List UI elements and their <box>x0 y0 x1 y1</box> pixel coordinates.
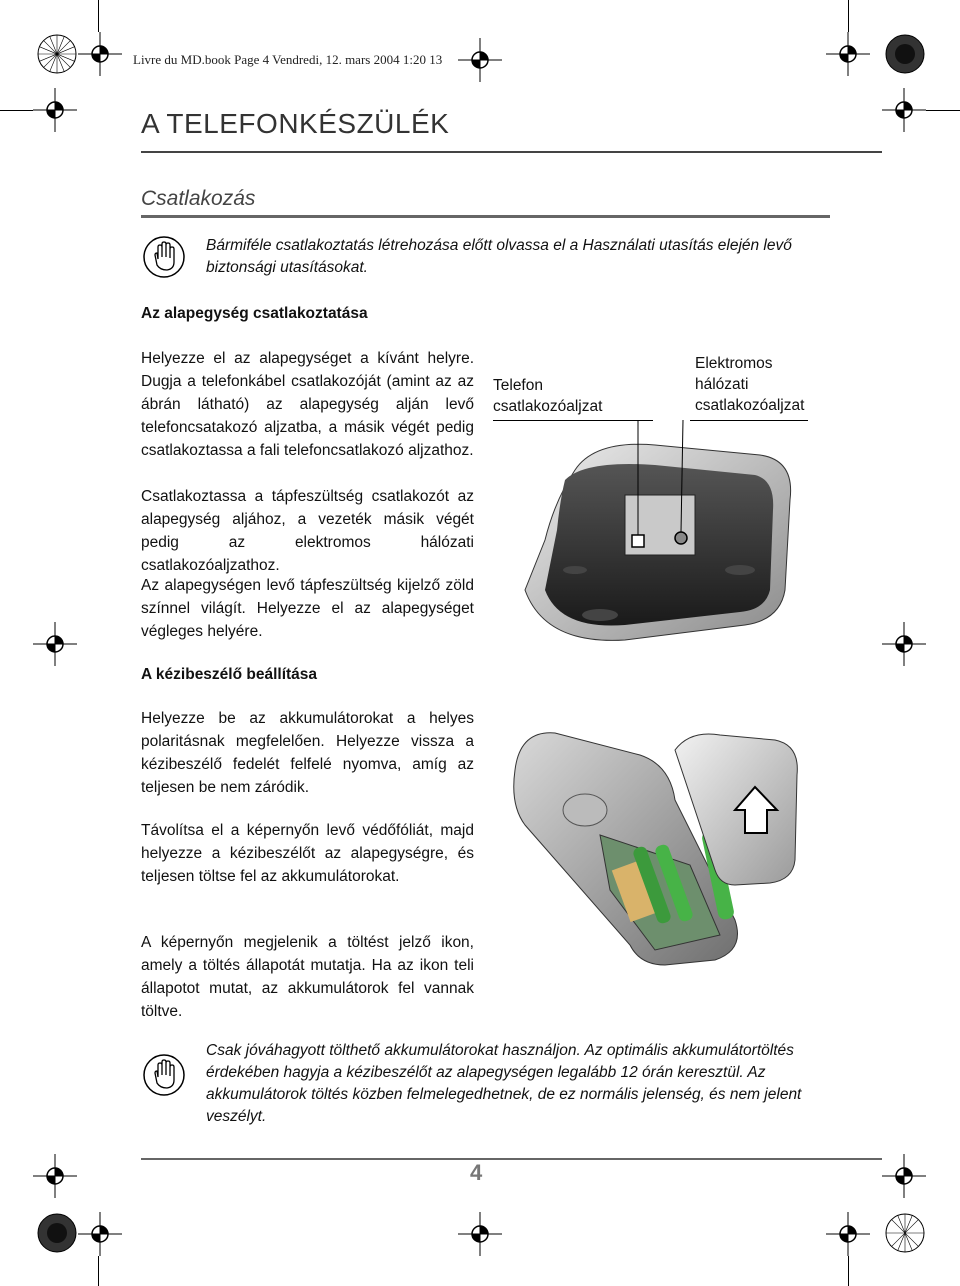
registration-mark-top-left <box>36 33 78 75</box>
handset-paragraph-3: A képernyőn megjelenik a töltést jelző ikon, amely a töltés állapotát mutatja. Ha az ikon teli állapotot mutat, az akkumulátorok fel vannak töltve. <box>141 934 474 1020</box>
crosshair-mark-right-upper <box>882 88 926 132</box>
crosshair-mark-bottom-center <box>458 1212 502 1256</box>
phone-socket-label: Telefon csatlakozóaljzat <box>493 377 603 415</box>
trim-line-left-top <box>0 110 33 111</box>
handset-paragraph-2: Távolítsa el a képernyőn levő védőfóliát, majd helyezze a kézibeszélőt az alapegységre, és teljesen töltse fel az akkumulátorokat. <box>141 822 474 885</box>
safety-note: Bármiféle csatlakoztatás létrehozása előtt olvassa el a Használati utasítás elején levő biztonsági utasításokat. <box>206 237 792 276</box>
power-socket-label: Elektromos hálózati csatlakozóaljzat <box>695 355 805 414</box>
base-paragraph-1: Helyezze el az alapegységet a kívánt helyre. Dugja a telefonkábel csatlakozóját (amint az az ábrán látható) az alapegység alján levő telefoncsatakozó aljzatba, a másik végét pedig csatlakoztassa a fali telefoncsatlakozó aljzathoz. <box>141 350 474 459</box>
trim-line-top-right <box>848 0 849 32</box>
trim-line-top-left <box>98 0 99 32</box>
registration-mark-top-right <box>884 33 926 75</box>
hand-note-icon <box>142 235 186 279</box>
crosshair-mark-top-center <box>458 38 502 82</box>
registration-mark-bottom-left <box>36 1212 78 1254</box>
crosshair-mark-top-left <box>78 32 122 76</box>
battery-note: Csak jóváhagyott tölthető akkumulátorokat használjon. Az optimális akkumulátortöltés érdekében hagyja a kézibeszélőt az alapegységen legalább 12 órán keresztül. Az akkumulátorok töltés közben felmelegedhetnek, de ez normális jelenség, és nem jelent veszélyt. <box>206 1042 802 1125</box>
trim-line-right-top <box>926 110 960 111</box>
page-title: A TELEFONKÉSZÜLÉK <box>141 108 450 139</box>
section-subtitle: Csatlakozás <box>141 187 256 210</box>
crosshair-mark-left-middle <box>33 622 77 666</box>
title-divider <box>141 151 882 153</box>
crosshair-mark-left-upper <box>33 88 77 132</box>
crosshair-mark-top-right <box>826 32 870 76</box>
footer-divider <box>141 1158 882 1160</box>
trim-line-bottom-left <box>98 1256 99 1286</box>
base-connection-heading: Az alapegység csatlakoztatása <box>141 305 368 322</box>
registration-mark-bottom-right <box>884 1212 926 1254</box>
subtitle-divider <box>141 215 830 218</box>
hand-note-icon <box>142 1053 186 1097</box>
page-number: 4 <box>470 1160 483 1185</box>
crosshair-mark-right-lower <box>882 1154 926 1198</box>
crosshair-mark-left-lower <box>33 1154 77 1198</box>
base-paragraph-3: Az alapegységen levő tápfeszültség kijelző zöld színnel világít. Helyezze el az alapegységet végleges helyére. <box>141 577 474 640</box>
base-paragraph-2: Csatlakoztassa a tápfeszültség csatlakozót az alapegység aljához, a vezeték másik végét pedig az elektromos hálózati csatlakozóaljzathoz. <box>141 488 474 574</box>
handset-setup-heading: A kézibeszélő beállítása <box>141 666 318 683</box>
crosshair-mark-bottom-left <box>78 1212 122 1256</box>
base-station-illustration <box>505 420 825 650</box>
crosshair-mark-right-middle <box>882 622 926 666</box>
crosshair-mark-bottom-right <box>826 1212 870 1256</box>
handset-paragraph-1: Helyezze be az akkumulátorokat a helyes polaritásnak megfelelően. Helyezze vissza a kézibeszélő fedelét felfelé nyomva, amíg az teljesen be nem záródik. <box>141 710 474 796</box>
handset-illustration <box>505 715 825 975</box>
book-header-info: Livre du MD.book Page 4 Vendredi, 12. mars 2004 1:20 13 <box>133 52 443 67</box>
trim-line-bottom-right <box>848 1256 849 1286</box>
